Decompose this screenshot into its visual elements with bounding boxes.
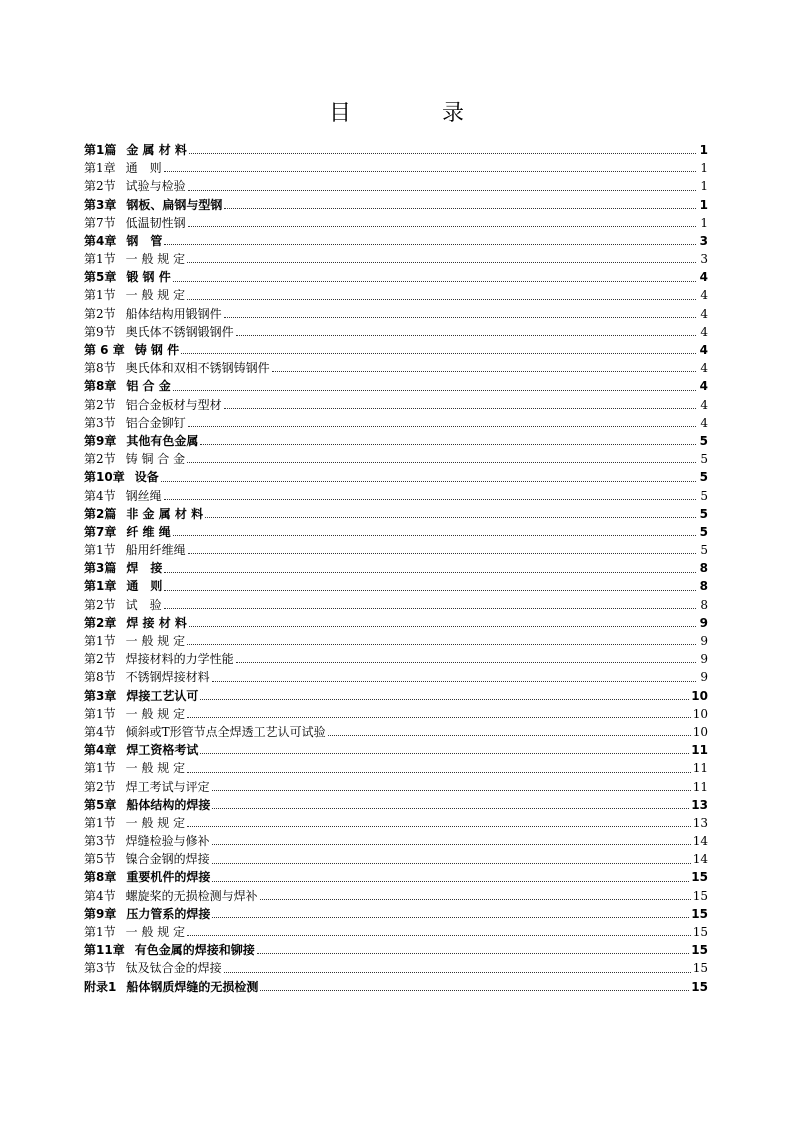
toc-entry-title: 焊缝检验与修补 (125, 834, 210, 849)
toc-page-number: 15 (692, 925, 708, 940)
toc-entry[interactable] (84, 359, 708, 377)
toc-entry-title: 船体结构用锻钢件 (125, 306, 222, 321)
toc-entry-title: 铸 铜 合 金 (125, 452, 186, 467)
toc-page-number: 13 (691, 797, 708, 812)
toc-entry-title: 其他有色金属 (126, 433, 199, 448)
toc-page-number: 5 (700, 452, 708, 467)
toc-entry-title: 有色金属的焊接和铆接 (134, 943, 255, 958)
toc-entry-number: 第8章 (84, 379, 117, 394)
toc-entry-number: 第10章 (84, 470, 125, 485)
toc-page-number: 4 (700, 415, 708, 430)
toc-leader-dots (257, 953, 690, 954)
toc-entry[interactable] (84, 141, 708, 159)
toc-entry-number: 第2节 (84, 452, 116, 467)
toc-entry-title: 船体结构的焊接 (126, 797, 211, 812)
toc-entry-title: 焊工考试与评定 (125, 779, 210, 794)
toc-entry-number: 第1节 (84, 288, 116, 303)
toc-page-number: 4 (700, 288, 708, 303)
toc-entry-number: 第3节 (84, 961, 116, 976)
toc-entry-title: 压力管系的焊接 (126, 906, 211, 921)
toc-leader-dots (164, 244, 696, 245)
toc-leader-dots (236, 662, 696, 663)
toc-page-number: 15 (691, 906, 708, 921)
toc-entry-title: 一 般 规 定 (125, 761, 186, 776)
toc-entry[interactable] (84, 414, 708, 432)
toc-page-number: 4 (700, 361, 708, 376)
toc-page-number: 15 (692, 961, 708, 976)
toc-leader-dots (187, 262, 696, 263)
toc-leader-dots (200, 753, 689, 754)
toc-entry[interactable] (84, 541, 708, 559)
toc-leader-dots (187, 772, 691, 773)
toc-entry-number: 第1章 (84, 161, 116, 176)
toc-entry-title: 金 属 材 料 (126, 142, 187, 157)
toc-leader-dots (224, 408, 696, 409)
toc-entry-number: 第4节 (84, 488, 116, 503)
toc-entry-title: 铝 合 金 (126, 379, 171, 394)
toc-leader-dots (187, 299, 696, 300)
toc-leader-dots (200, 444, 696, 445)
toc-entry[interactable] (84, 232, 708, 250)
toc-entry-title: 非 金 属 材 料 (126, 506, 204, 521)
toc-entry[interactable] (84, 487, 708, 505)
toc-entry[interactable] (84, 887, 708, 905)
toc-entry-number: 第9章 (84, 906, 117, 921)
toc-leader-dots (212, 844, 691, 845)
toc-entry-title: 不锈钢焊接材料 (125, 670, 210, 685)
toc-page-number: 14 (692, 852, 708, 867)
toc-entry[interactable] (84, 305, 708, 323)
toc-entry-title: 一 般 规 定 (125, 925, 186, 940)
toc-leader-dots (212, 881, 689, 882)
toc-page-number: 1 (699, 197, 708, 212)
toc-entry-number: 第3节 (84, 415, 116, 430)
toc-entry-title: 焊工资格考试 (126, 743, 199, 758)
toc-entry-title: 纤 维 绳 (126, 524, 171, 539)
toc-entry[interactable] (84, 341, 708, 359)
toc-entry-number: 第8节 (84, 670, 116, 685)
toc-page-number: 11 (691, 743, 708, 758)
toc-entry[interactable] (84, 723, 708, 741)
toc-leader-dots (212, 808, 689, 809)
toc-leader-dots (224, 208, 696, 209)
toc-entry-title: 奥氏体和双相不锈钢铸钢件 (125, 361, 270, 376)
toc-entry[interactable] (84, 396, 708, 414)
toc-entry-number: 第1节 (84, 252, 116, 267)
toc-entry[interactable] (84, 778, 708, 796)
toc-entry[interactable] (84, 632, 708, 650)
toc-entry-number: 第1篇 (84, 142, 117, 157)
toc-leader-dots (181, 353, 696, 354)
toc-leader-dots (224, 972, 691, 973)
toc-entry-number: 第2节 (84, 652, 116, 667)
toc-entry[interactable] (84, 941, 708, 959)
toc-entry[interactable] (84, 468, 708, 486)
toc-entry-title: 船用纤维绳 (125, 543, 186, 558)
toc-leader-dots (187, 826, 691, 827)
toc-leader-dots (200, 699, 689, 700)
toc-page-number: 5 (699, 524, 708, 539)
toc-page-number: 11 (692, 779, 708, 794)
toc-entry-number: 第1节 (84, 925, 116, 940)
toc-entry-number: 第2节 (84, 397, 116, 412)
toc-entry-title: 钛及钛合金的焊接 (125, 961, 222, 976)
toc-page-number: 15 (691, 870, 708, 885)
toc-page-number: 9 (699, 615, 708, 630)
toc-entry[interactable] (84, 814, 708, 832)
toc-entry[interactable] (84, 268, 708, 286)
toc-leader-dots (212, 917, 689, 918)
toc-page-number: 4 (700, 324, 708, 339)
toc-page-number: 13 (692, 815, 708, 830)
toc-entry-number: 第11章 (84, 943, 125, 958)
toc-leader-dots (224, 317, 696, 318)
toc-entry[interactable] (84, 923, 708, 941)
toc-page-number: 1 (700, 161, 708, 176)
toc-entry-number: 第7节 (84, 215, 116, 230)
toc-entry-number: 第9节 (84, 324, 116, 339)
toc-page-number: 14 (692, 834, 708, 849)
toc-page-number: 8 (699, 561, 708, 576)
toc-entry-number: 第3篇 (84, 561, 117, 576)
toc-entry-number: 第1节 (84, 706, 116, 721)
toc-leader-dots (188, 226, 696, 227)
toc-entry[interactable] (84, 196, 708, 214)
toc-leader-dots (272, 371, 696, 372)
toc-page-number: 1 (699, 142, 708, 157)
toc-entry-number: 第4节 (84, 724, 116, 739)
toc-entry-number: 第1节 (84, 543, 116, 558)
toc-leader-dots (212, 863, 691, 864)
toc-entry-title: 锻 钢 件 (126, 270, 171, 285)
toc-entry-number: 第4章 (84, 233, 117, 248)
toc-page-number: 15 (691, 943, 708, 958)
toc-page-number: 15 (692, 888, 708, 903)
toc-entry-number: 第2节 (84, 597, 116, 612)
toc-entry[interactable] (84, 505, 708, 523)
toc-entry-number: 第3章 (84, 688, 117, 703)
toc-leader-dots (205, 517, 696, 518)
toc-entry-title: 钢板、扁钢与型钢 (126, 197, 223, 212)
toc-leader-dots (188, 426, 696, 427)
toc-page-number: 9 (700, 670, 708, 685)
toc-entry[interactable] (84, 741, 708, 759)
toc-entry-title: 通 则 (125, 161, 162, 176)
table-of-contents (84, 141, 708, 996)
toc-entry[interactable] (84, 159, 708, 177)
toc-page-number: 9 (700, 634, 708, 649)
toc-entry-number: 第2节 (84, 779, 116, 794)
toc-page-number: 3 (700, 252, 708, 267)
toc-entry[interactable] (84, 432, 708, 450)
toc-page-number: 9 (700, 652, 708, 667)
toc-entry-number: 第9章 (84, 433, 117, 448)
toc-entry-number: 第1节 (84, 634, 116, 649)
toc-entry-number: 第1节 (84, 761, 116, 776)
toc-leader-dots (328, 735, 691, 736)
toc-entry-number: 第7章 (84, 524, 117, 539)
toc-entry[interactable] (84, 614, 708, 632)
toc-entry-title: 通 则 (126, 579, 163, 594)
toc-page-number: 10 (692, 706, 708, 721)
toc-page-number: 10 (691, 688, 708, 703)
toc-page-number: 4 (699, 343, 708, 358)
toc-page-number: 5 (699, 433, 708, 448)
toc-page-number: 5 (699, 470, 708, 485)
toc-entry-title: 重要机件的焊接 (126, 870, 211, 885)
toc-entry[interactable] (84, 832, 708, 850)
toc-entry-title: 低温韧性钢 (125, 215, 186, 230)
toc-page-number: 8 (700, 597, 708, 612)
toc-entry[interactable] (84, 759, 708, 777)
toc-leader-dots (212, 681, 696, 682)
toc-entry[interactable] (84, 905, 708, 923)
toc-entry-title: 一 般 规 定 (125, 815, 186, 830)
toc-entry-title: 铝合金板材与型材 (125, 397, 222, 412)
toc-entry-number: 第5节 (84, 852, 116, 867)
toc-entry-number: 第3章 (84, 197, 117, 212)
toc-leader-dots (164, 499, 696, 500)
toc-page-number: 1 (700, 215, 708, 230)
toc-entry-title: 焊 接 材 料 (126, 615, 187, 630)
toc-page-number: 4 (699, 379, 708, 394)
toc-entry[interactable] (84, 687, 708, 705)
toc-entry-title: 钢 管 (126, 233, 163, 248)
toc-entry-number: 第4节 (84, 888, 116, 903)
toc-entry-title: 焊 接 (126, 561, 163, 576)
toc-entry[interactable] (84, 177, 708, 195)
toc-entry-title: 一 般 规 定 (125, 706, 186, 721)
toc-entry-number: 第8节 (84, 361, 116, 376)
toc-leader-dots (187, 935, 691, 936)
toc-entry-title: 螺旋桨的无损检测与焊补 (125, 888, 258, 903)
toc-entry[interactable] (84, 978, 708, 996)
toc-entry-number: 第 6 章 (84, 343, 125, 358)
toc-leader-dots (188, 190, 696, 191)
toc-entry-title: 焊接材料的力学性能 (125, 652, 234, 667)
toc-entry-number: 附录1 (84, 979, 117, 994)
toc-page-number: 3 (699, 233, 708, 248)
toc-leader-dots (260, 990, 689, 991)
toc-entry-title: 钢丝绳 (125, 488, 162, 503)
toc-page-number: 4 (700, 306, 708, 321)
toc-entry-title: 倾斜或T形管节点全焊透工艺认可试验 (125, 724, 326, 739)
toc-page-number: 4 (699, 270, 708, 285)
toc-entry-number: 第2节 (84, 179, 116, 194)
toc-entry[interactable] (84, 287, 708, 305)
toc-entry-title: 船体钢质焊缝的无损检测 (126, 979, 259, 994)
toc-leader-dots (164, 171, 696, 172)
toc-leader-dots (189, 153, 696, 154)
toc-leader-dots (164, 590, 696, 591)
toc-leader-dots (187, 717, 691, 718)
toc-leader-dots (173, 281, 696, 282)
toc-page-number: 15 (691, 979, 708, 994)
toc-entry[interactable] (84, 850, 708, 868)
toc-entry[interactable] (84, 214, 708, 232)
toc-entry-number: 第5章 (84, 270, 117, 285)
toc-entry-number: 第2篇 (84, 506, 117, 521)
toc-entry[interactable] (84, 250, 708, 268)
toc-entry-number: 第3节 (84, 834, 116, 849)
toc-entry-number: 第5章 (84, 797, 117, 812)
toc-entry-title: 试 验 (125, 597, 162, 612)
toc-entry-title: 一 般 规 定 (125, 288, 186, 303)
toc-entry[interactable] (84, 869, 708, 887)
toc-entry-title: 一 般 规 定 (125, 252, 186, 267)
toc-page-number: 1 (700, 179, 708, 194)
toc-entry-number: 第1章 (84, 579, 117, 594)
toc-leader-dots (188, 553, 696, 554)
toc-entry[interactable] (84, 668, 708, 686)
toc-page-number: 11 (692, 761, 708, 776)
toc-leader-dots (212, 790, 691, 791)
toc-entry[interactable] (84, 323, 708, 341)
toc-page-number: 8 (699, 579, 708, 594)
toc-entry[interactable] (84, 559, 708, 577)
toc-leader-dots (173, 390, 696, 391)
toc-entry[interactable] (84, 650, 708, 668)
toc-page-number: 5 (700, 488, 708, 503)
toc-leader-dots (164, 572, 696, 573)
toc-entry[interactable] (84, 596, 708, 614)
toc-leader-dots (173, 535, 696, 536)
toc-page-number: 5 (700, 543, 708, 558)
toc-entry-number: 第2节 (84, 306, 116, 321)
toc-entry-title: 焊接工艺认可 (126, 688, 199, 703)
toc-leader-dots (236, 335, 696, 336)
page-title: 目 录 (329, 101, 506, 126)
toc-leader-dots (164, 608, 696, 609)
toc-entry-number: 第4章 (84, 743, 117, 758)
toc-entry[interactable] (84, 450, 708, 468)
toc-page-number: 4 (700, 397, 708, 412)
toc-leader-dots (187, 462, 696, 463)
toc-entry[interactable] (84, 523, 708, 541)
toc-leader-dots (187, 644, 696, 645)
toc-leader-dots (260, 899, 691, 900)
toc-entry-number: 第1节 (84, 815, 116, 830)
toc-entry-title: 铸 钢 件 (134, 343, 180, 358)
toc-leader-dots (189, 626, 696, 627)
toc-entry[interactable] (84, 377, 708, 395)
toc-entry-title: 镍合金钢的焊接 (125, 852, 210, 867)
toc-entry-title: 铝合金铆钉 (125, 415, 186, 430)
toc-entry[interactable] (84, 959, 708, 977)
toc-entry-number: 第8章 (84, 870, 117, 885)
toc-entry-title: 设备 (134, 470, 159, 485)
toc-page-number: 5 (699, 506, 708, 521)
toc-leader-dots (161, 481, 696, 482)
toc-entry-title: 一 般 规 定 (125, 634, 186, 649)
toc-entry[interactable] (84, 705, 708, 723)
toc-entry[interactable] (84, 796, 708, 814)
toc-entry-number: 第2章 (84, 615, 117, 630)
toc-entry[interactable] (84, 578, 708, 596)
toc-page-number: 10 (692, 724, 708, 739)
toc-entry-title: 试验与检验 (125, 179, 186, 194)
toc-entry-title: 奥氏体不锈钢锻钢件 (125, 324, 234, 339)
